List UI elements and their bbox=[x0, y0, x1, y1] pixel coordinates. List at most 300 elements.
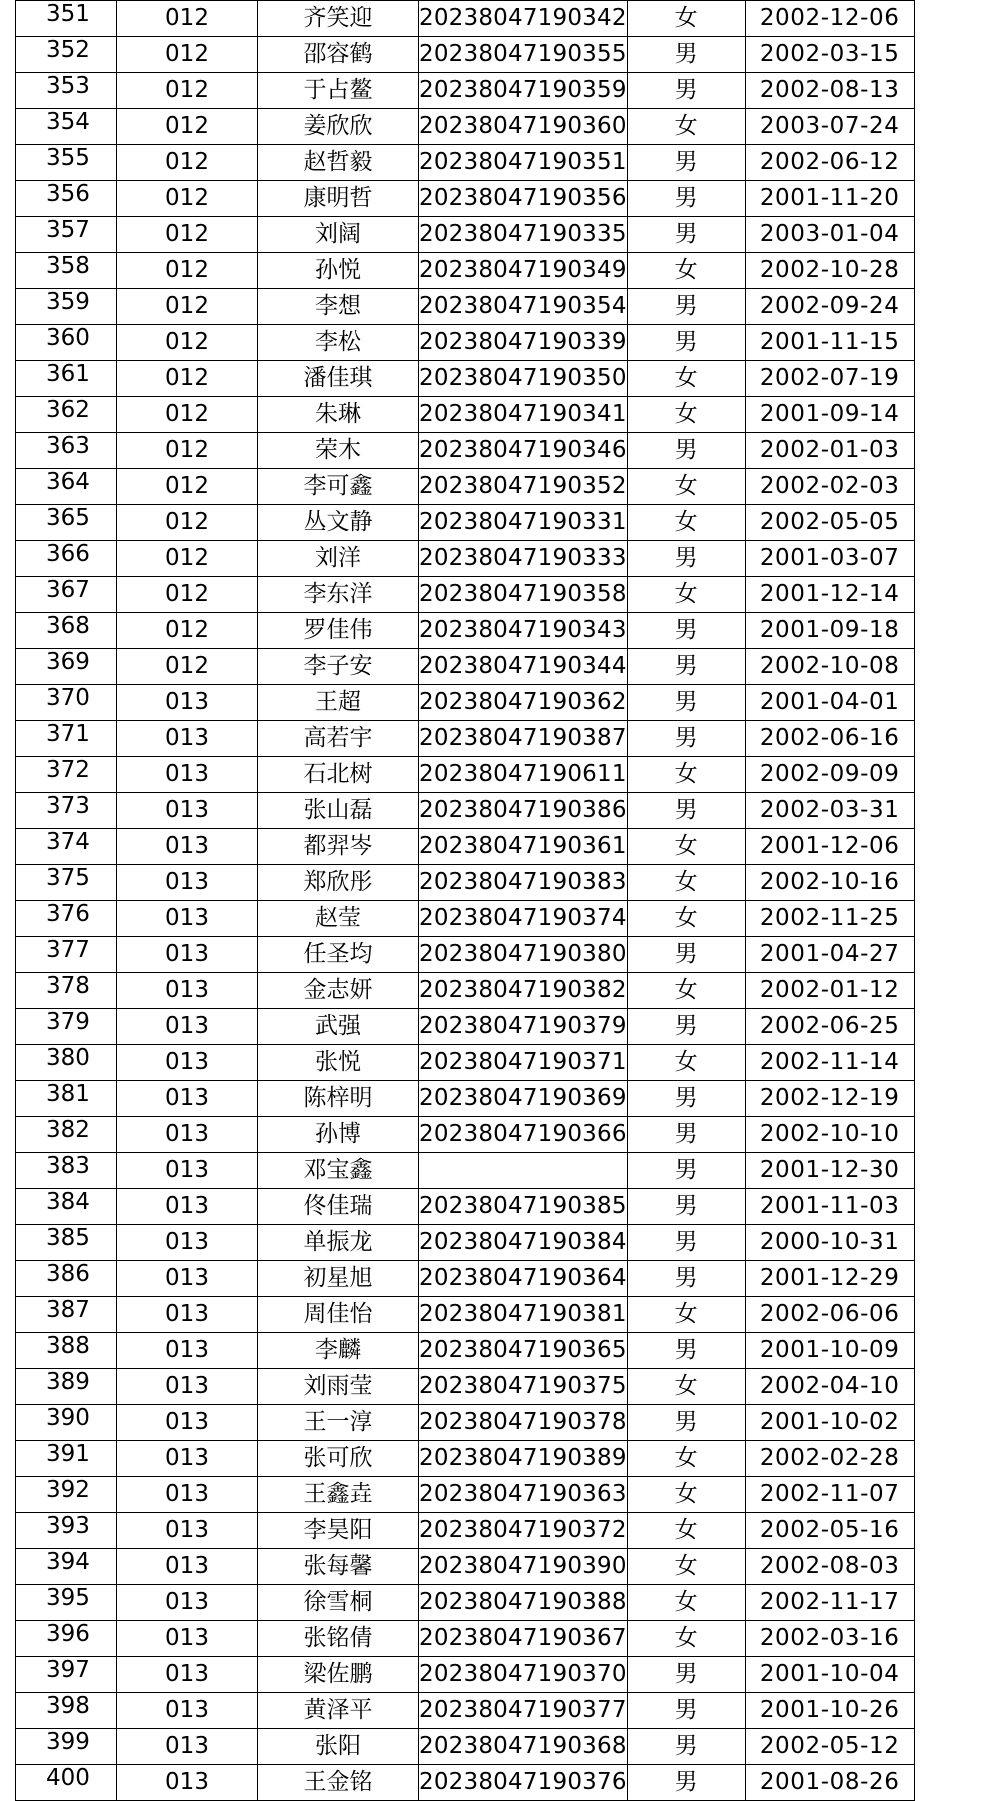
table-row bbox=[16, 505, 915, 541]
student-id-cell: 20238047190361 bbox=[419, 829, 628, 865]
student-id-cell: 20238047190371 bbox=[419, 1045, 628, 1081]
row-number-cell: 372 bbox=[16, 757, 117, 793]
table-row bbox=[16, 1765, 915, 1801]
birth-date-cell: 2002-06-12 bbox=[745, 145, 914, 181]
student-id-cell: 20238047190359 bbox=[419, 73, 628, 109]
class-code-cell: 013 bbox=[117, 1045, 258, 1081]
class-code-cell: 013 bbox=[117, 1153, 258, 1189]
row-number-cell: 364 bbox=[16, 469, 117, 505]
gender-cell: 男 bbox=[627, 181, 745, 217]
gender-cell: 男 bbox=[627, 73, 745, 109]
student-name-cell: 都羿岑 bbox=[258, 829, 419, 865]
gender-cell: 男 bbox=[627, 145, 745, 181]
student-id-cell: 20238047190342 bbox=[419, 1, 628, 37]
student-name-cell: 郑欣彤 bbox=[258, 865, 419, 901]
student-id-cell: 20238047190370 bbox=[419, 1657, 628, 1693]
birth-date-cell: 2001-08-26 bbox=[745, 1765, 914, 1801]
class-code-cell: 012 bbox=[117, 361, 258, 397]
birth-date-cell: 2001-10-02 bbox=[745, 1405, 914, 1441]
class-code-cell: 013 bbox=[117, 1621, 258, 1657]
birth-date-cell: 2002-10-28 bbox=[745, 253, 914, 289]
birth-date-cell: 2002-08-03 bbox=[745, 1549, 914, 1585]
row-number-cell: 390 bbox=[16, 1405, 117, 1441]
table-row bbox=[16, 325, 915, 361]
birth-date-cell: 2002-06-16 bbox=[745, 721, 914, 757]
table-row bbox=[16, 577, 915, 613]
student-name-cell: 陈梓明 bbox=[258, 1081, 419, 1117]
birth-date-cell: 2001-09-18 bbox=[745, 613, 914, 649]
student-id-cell: 20238047190377 bbox=[419, 1693, 628, 1729]
birth-date-cell: 2002-03-16 bbox=[745, 1621, 914, 1657]
student-id-cell: 20238047190331 bbox=[419, 505, 628, 541]
student-name-cell: 王超 bbox=[258, 685, 419, 721]
table-row bbox=[16, 1405, 915, 1441]
birth-date-cell: 2001-10-04 bbox=[745, 1657, 914, 1693]
gender-cell: 女 bbox=[627, 505, 745, 541]
student-name-cell: 孙博 bbox=[258, 1117, 419, 1153]
gender-cell: 男 bbox=[627, 433, 745, 469]
class-code-cell: 013 bbox=[117, 685, 258, 721]
birth-date-cell: 2001-10-26 bbox=[745, 1693, 914, 1729]
table-row bbox=[16, 1621, 915, 1657]
birth-date-cell: 2001-11-03 bbox=[745, 1189, 914, 1225]
row-number-cell: 361 bbox=[16, 361, 117, 397]
student-id-cell: 20238047190390 bbox=[419, 1549, 628, 1585]
student-id-cell: 20238047190376 bbox=[419, 1765, 628, 1801]
table-row bbox=[16, 1, 915, 37]
row-number-cell: 373 bbox=[16, 793, 117, 829]
class-code-cell: 012 bbox=[117, 145, 258, 181]
table-row bbox=[16, 253, 915, 289]
gender-cell: 女 bbox=[627, 577, 745, 613]
table-row bbox=[16, 1153, 915, 1189]
row-number-cell: 377 bbox=[16, 937, 117, 973]
student-name-cell: 单振龙 bbox=[258, 1225, 419, 1261]
student-name-cell: 赵莹 bbox=[258, 901, 419, 937]
student-id-cell: 20238047190386 bbox=[419, 793, 628, 829]
student-id-cell: 20238047190379 bbox=[419, 1009, 628, 1045]
gender-cell: 男 bbox=[627, 685, 745, 721]
student-id-cell: 20238047190333 bbox=[419, 541, 628, 577]
class-code-cell: 013 bbox=[117, 1657, 258, 1693]
gender-cell: 男 bbox=[627, 649, 745, 685]
class-code-cell: 013 bbox=[117, 1585, 258, 1621]
row-number-cell: 355 bbox=[16, 145, 117, 181]
row-number-cell: 367 bbox=[16, 577, 117, 613]
student-name-cell: 高若宇 bbox=[258, 721, 419, 757]
student-name-cell: 李松 bbox=[258, 325, 419, 361]
table-row bbox=[16, 1009, 915, 1045]
table-row bbox=[16, 433, 915, 469]
row-number-cell: 371 bbox=[16, 721, 117, 757]
student-name-cell: 张阳 bbox=[258, 1729, 419, 1765]
row-number-cell: 381 bbox=[16, 1081, 117, 1117]
student-id-cell: 20238047190343 bbox=[419, 613, 628, 649]
student-name-cell: 张每馨 bbox=[258, 1549, 419, 1585]
table-row bbox=[16, 1261, 915, 1297]
gender-cell: 女 bbox=[627, 757, 745, 793]
class-code-cell: 013 bbox=[117, 793, 258, 829]
student-id-cell: 20238047190378 bbox=[419, 1405, 628, 1441]
class-code-cell: 013 bbox=[117, 865, 258, 901]
student-id-cell: 20238047190351 bbox=[419, 145, 628, 181]
class-code-cell: 013 bbox=[117, 1261, 258, 1297]
class-code-cell: 012 bbox=[117, 181, 258, 217]
row-number-cell: 358 bbox=[16, 253, 117, 289]
birth-date-cell: 2002-10-10 bbox=[745, 1117, 914, 1153]
gender-cell: 男 bbox=[627, 721, 745, 757]
class-code-cell: 012 bbox=[117, 649, 258, 685]
birth-date-cell: 2002-07-19 bbox=[745, 361, 914, 397]
birth-date-cell: 2002-02-28 bbox=[745, 1441, 914, 1477]
row-number-cell: 385 bbox=[16, 1225, 117, 1261]
student-id-cell: 20238047190369 bbox=[419, 1081, 628, 1117]
gender-cell: 男 bbox=[627, 613, 745, 649]
student-name-cell: 刘阔 bbox=[258, 217, 419, 253]
gender-cell: 女 bbox=[627, 1369, 745, 1405]
student-id-cell: 20238047190356 bbox=[419, 181, 628, 217]
student-name-cell: 邵容鹤 bbox=[258, 37, 419, 73]
birth-date-cell: 2002-08-13 bbox=[745, 73, 914, 109]
table-row bbox=[16, 145, 915, 181]
row-number-cell: 387 bbox=[16, 1297, 117, 1333]
class-code-cell: 012 bbox=[117, 325, 258, 361]
row-number-cell: 351 bbox=[16, 1, 117, 37]
student-name-cell: 荣木 bbox=[258, 433, 419, 469]
gender-cell: 女 bbox=[627, 361, 745, 397]
student-name-cell: 李麟 bbox=[258, 1333, 419, 1369]
row-number-cell: 360 bbox=[16, 325, 117, 361]
class-code-cell: 012 bbox=[117, 73, 258, 109]
gender-cell: 男 bbox=[627, 1153, 745, 1189]
gender-cell: 男 bbox=[627, 1261, 745, 1297]
table-row bbox=[16, 1477, 915, 1513]
class-code-cell: 013 bbox=[117, 1009, 258, 1045]
table-row bbox=[16, 1549, 915, 1585]
student-id-cell bbox=[419, 1153, 628, 1189]
gender-cell: 女 bbox=[627, 109, 745, 145]
student-id-cell: 20238047190611 bbox=[419, 757, 628, 793]
birth-date-cell: 2001-12-29 bbox=[745, 1261, 914, 1297]
row-number-cell: 359 bbox=[16, 289, 117, 325]
row-number-cell: 393 bbox=[16, 1513, 117, 1549]
class-code-cell: 013 bbox=[117, 1117, 258, 1153]
birth-date-cell: 2002-11-25 bbox=[745, 901, 914, 937]
class-code-cell: 013 bbox=[117, 1729, 258, 1765]
birth-date-cell: 2001-12-14 bbox=[745, 577, 914, 613]
birth-date-cell: 2002-11-17 bbox=[745, 1585, 914, 1621]
student-id-cell: 20238047190341 bbox=[419, 397, 628, 433]
student-id-cell: 20238047190382 bbox=[419, 973, 628, 1009]
class-code-cell: 013 bbox=[117, 973, 258, 1009]
row-number-cell: 366 bbox=[16, 541, 117, 577]
student-id-cell: 20238047190346 bbox=[419, 433, 628, 469]
student-name-cell: 康明哲 bbox=[258, 181, 419, 217]
row-number-cell: 380 bbox=[16, 1045, 117, 1081]
table-row bbox=[16, 973, 915, 1009]
student-id-cell: 20238047190366 bbox=[419, 1117, 628, 1153]
birth-date-cell: 2002-04-10 bbox=[745, 1369, 914, 1405]
student-id-cell: 20238047190368 bbox=[419, 1729, 628, 1765]
row-number-cell: 354 bbox=[16, 109, 117, 145]
row-number-cell: 394 bbox=[16, 1549, 117, 1585]
student-id-cell: 20238047190365 bbox=[419, 1333, 628, 1369]
student-name-cell: 梁佐鹏 bbox=[258, 1657, 419, 1693]
class-code-cell: 012 bbox=[117, 217, 258, 253]
student-id-cell: 20238047190375 bbox=[419, 1369, 628, 1405]
student-id-cell: 20238047190354 bbox=[419, 289, 628, 325]
table-row bbox=[16, 37, 915, 73]
class-code-cell: 013 bbox=[117, 721, 258, 757]
row-number-cell: 384 bbox=[16, 1189, 117, 1225]
row-number-cell: 388 bbox=[16, 1333, 117, 1369]
row-number-cell: 363 bbox=[16, 433, 117, 469]
table-row bbox=[16, 1117, 915, 1153]
student-name-cell: 张悦 bbox=[258, 1045, 419, 1081]
student-id-cell: 20238047190358 bbox=[419, 577, 628, 613]
birth-date-cell: 2001-03-07 bbox=[745, 541, 914, 577]
birth-date-cell: 2001-11-15 bbox=[745, 325, 914, 361]
row-number-cell: 369 bbox=[16, 649, 117, 685]
student-id-cell: 20238047190362 bbox=[419, 685, 628, 721]
gender-cell: 女 bbox=[627, 1477, 745, 1513]
class-code-cell: 012 bbox=[117, 541, 258, 577]
class-code-cell: 013 bbox=[117, 901, 258, 937]
class-code-cell: 013 bbox=[117, 937, 258, 973]
class-code-cell: 012 bbox=[117, 433, 258, 469]
class-code-cell: 013 bbox=[117, 1405, 258, 1441]
gender-cell: 女 bbox=[627, 1045, 745, 1081]
gender-cell: 女 bbox=[627, 1297, 745, 1333]
row-number-cell: 389 bbox=[16, 1369, 117, 1405]
birth-date-cell: 2001-11-20 bbox=[745, 181, 914, 217]
student-name-cell: 黄泽平 bbox=[258, 1693, 419, 1729]
gender-cell: 男 bbox=[627, 325, 745, 361]
gender-cell: 女 bbox=[627, 253, 745, 289]
student-name-cell: 王鑫垚 bbox=[258, 1477, 419, 1513]
row-number-cell: 357 bbox=[16, 217, 117, 253]
gender-cell: 女 bbox=[627, 1549, 745, 1585]
table-row bbox=[16, 1045, 915, 1081]
birth-date-cell: 2002-11-07 bbox=[745, 1477, 914, 1513]
row-number-cell: 365 bbox=[16, 505, 117, 541]
student-id-cell: 20238047190350 bbox=[419, 361, 628, 397]
birth-date-cell: 2002-03-31 bbox=[745, 793, 914, 829]
row-number-cell: 352 bbox=[16, 37, 117, 73]
student-id-cell: 20238047190360 bbox=[419, 109, 628, 145]
birth-date-cell: 2002-05-16 bbox=[745, 1513, 914, 1549]
table-row bbox=[16, 1693, 915, 1729]
student-id-cell: 20238047190384 bbox=[419, 1225, 628, 1261]
table-row bbox=[16, 1585, 915, 1621]
birth-date-cell: 2001-09-14 bbox=[745, 397, 914, 433]
birth-date-cell: 2002-12-06 bbox=[745, 1, 914, 37]
birth-date-cell: 2002-06-25 bbox=[745, 1009, 914, 1045]
student-name-cell: 邓宝鑫 bbox=[258, 1153, 419, 1189]
class-code-cell: 013 bbox=[117, 1189, 258, 1225]
table-row bbox=[16, 1081, 915, 1117]
table-row bbox=[16, 793, 915, 829]
gender-cell: 男 bbox=[627, 1333, 745, 1369]
student-id-cell: 20238047190385 bbox=[419, 1189, 628, 1225]
birth-date-cell: 2002-10-08 bbox=[745, 649, 914, 685]
gender-cell: 女 bbox=[627, 1621, 745, 1657]
table-row bbox=[16, 829, 915, 865]
class-code-cell: 013 bbox=[117, 1765, 258, 1801]
row-number-cell: 392 bbox=[16, 1477, 117, 1513]
class-code-cell: 013 bbox=[117, 1225, 258, 1261]
student-name-cell: 姜欣欣 bbox=[258, 109, 419, 145]
row-number-cell: 382 bbox=[16, 1117, 117, 1153]
row-number-cell: 397 bbox=[16, 1657, 117, 1693]
row-number-cell: 375 bbox=[16, 865, 117, 901]
table-row bbox=[16, 757, 915, 793]
student-name-cell: 初星旭 bbox=[258, 1261, 419, 1297]
class-code-cell: 012 bbox=[117, 577, 258, 613]
table-row bbox=[16, 109, 915, 145]
class-code-cell: 013 bbox=[117, 1081, 258, 1117]
row-number-cell: 383 bbox=[16, 1153, 117, 1189]
student-name-cell: 李可鑫 bbox=[258, 469, 419, 505]
student-name-cell: 刘雨莹 bbox=[258, 1369, 419, 1405]
birth-date-cell: 2002-02-03 bbox=[745, 469, 914, 505]
birth-date-cell: 2002-01-12 bbox=[745, 973, 914, 1009]
student-name-cell: 石北树 bbox=[258, 757, 419, 793]
student-name-cell: 徐雪桐 bbox=[258, 1585, 419, 1621]
table-row bbox=[16, 721, 915, 757]
row-number-cell: 391 bbox=[16, 1441, 117, 1477]
birth-date-cell: 2003-01-04 bbox=[745, 217, 914, 253]
gender-cell: 女 bbox=[627, 1513, 745, 1549]
student-name-cell: 丛文静 bbox=[258, 505, 419, 541]
gender-cell: 女 bbox=[627, 1585, 745, 1621]
table-row bbox=[16, 397, 915, 433]
gender-cell: 女 bbox=[627, 865, 745, 901]
row-number-cell: 379 bbox=[16, 1009, 117, 1045]
class-code-cell: 012 bbox=[117, 253, 258, 289]
birth-date-cell: 2000-10-31 bbox=[745, 1225, 914, 1261]
row-number-cell: 398 bbox=[16, 1693, 117, 1729]
row-number-cell: 400 bbox=[16, 1765, 117, 1801]
table-row bbox=[16, 289, 915, 325]
student-id-cell: 20238047190364 bbox=[419, 1261, 628, 1297]
table-row bbox=[16, 685, 915, 721]
class-code-cell: 012 bbox=[117, 109, 258, 145]
student-name-cell: 潘佳琪 bbox=[258, 361, 419, 397]
student-name-cell: 张山磊 bbox=[258, 793, 419, 829]
table-row bbox=[16, 217, 915, 253]
row-number-cell: 368 bbox=[16, 613, 117, 649]
gender-cell: 男 bbox=[627, 1693, 745, 1729]
gender-cell: 男 bbox=[627, 541, 745, 577]
class-code-cell: 012 bbox=[117, 505, 258, 541]
gender-cell: 女 bbox=[627, 1441, 745, 1477]
birth-date-cell: 2003-07-24 bbox=[745, 109, 914, 145]
gender-cell: 男 bbox=[627, 1009, 745, 1045]
table-row bbox=[16, 1369, 915, 1405]
class-code-cell: 012 bbox=[117, 397, 258, 433]
birth-date-cell: 2001-12-30 bbox=[745, 1153, 914, 1189]
row-number-cell: 386 bbox=[16, 1261, 117, 1297]
class-code-cell: 013 bbox=[117, 1513, 258, 1549]
student-id-cell: 20238047190388 bbox=[419, 1585, 628, 1621]
row-number-cell: 356 bbox=[16, 181, 117, 217]
gender-cell: 男 bbox=[627, 1189, 745, 1225]
student-name-cell: 李东洋 bbox=[258, 577, 419, 613]
row-number-cell: 370 bbox=[16, 685, 117, 721]
student-name-cell: 张铭倩 bbox=[258, 1621, 419, 1657]
birth-date-cell: 2001-04-01 bbox=[745, 685, 914, 721]
student-id-cell: 20238047190363 bbox=[419, 1477, 628, 1513]
class-code-cell: 013 bbox=[117, 1333, 258, 1369]
student-name-cell: 金志妍 bbox=[258, 973, 419, 1009]
student-name-cell: 周佳怡 bbox=[258, 1297, 419, 1333]
student-id-cell: 20238047190355 bbox=[419, 37, 628, 73]
gender-cell: 女 bbox=[627, 829, 745, 865]
birth-date-cell: 2002-06-06 bbox=[745, 1297, 914, 1333]
table-row bbox=[16, 901, 915, 937]
gender-cell: 男 bbox=[627, 1657, 745, 1693]
table-row bbox=[16, 937, 915, 973]
student-name-cell: 王金铭 bbox=[258, 1765, 419, 1801]
student-id-cell: 20238047190389 bbox=[419, 1441, 628, 1477]
class-code-cell: 013 bbox=[117, 1369, 258, 1405]
student-id-cell: 20238047190335 bbox=[419, 217, 628, 253]
row-number-cell: 362 bbox=[16, 397, 117, 433]
student-name-cell: 武强 bbox=[258, 1009, 419, 1045]
student-name-cell: 任圣均 bbox=[258, 937, 419, 973]
gender-cell: 男 bbox=[627, 289, 745, 325]
table-body bbox=[16, 1, 915, 1801]
gender-cell: 男 bbox=[627, 217, 745, 253]
class-code-cell: 012 bbox=[117, 613, 258, 649]
student-id-cell: 20238047190372 bbox=[419, 1513, 628, 1549]
row-number-cell: 395 bbox=[16, 1585, 117, 1621]
table-row bbox=[16, 73, 915, 109]
class-code-cell: 012 bbox=[117, 289, 258, 325]
birth-date-cell: 2001-04-27 bbox=[745, 937, 914, 973]
birth-date-cell: 2002-03-15 bbox=[745, 37, 914, 73]
class-code-cell: 012 bbox=[117, 37, 258, 73]
student-name-cell: 张可欣 bbox=[258, 1441, 419, 1477]
row-number-cell: 376 bbox=[16, 901, 117, 937]
gender-cell: 女 bbox=[627, 901, 745, 937]
class-code-cell: 013 bbox=[117, 757, 258, 793]
class-code-cell: 013 bbox=[117, 829, 258, 865]
student-name-cell: 李子安 bbox=[258, 649, 419, 685]
student-id-cell: 20238047190352 bbox=[419, 469, 628, 505]
class-code-cell: 013 bbox=[117, 1441, 258, 1477]
student-name-cell: 齐笑迎 bbox=[258, 1, 419, 37]
birth-date-cell: 2002-12-19 bbox=[745, 1081, 914, 1117]
table-row bbox=[16, 1297, 915, 1333]
student-id-cell: 20238047190367 bbox=[419, 1621, 628, 1657]
birth-date-cell: 2002-05-05 bbox=[745, 505, 914, 541]
class-code-cell: 012 bbox=[117, 1, 258, 37]
birth-date-cell: 2002-01-03 bbox=[745, 433, 914, 469]
birth-date-cell: 2001-10-09 bbox=[745, 1333, 914, 1369]
student-id-cell: 20238047190383 bbox=[419, 865, 628, 901]
student-name-cell: 刘洋 bbox=[258, 541, 419, 577]
class-code-cell: 013 bbox=[117, 1549, 258, 1585]
table-row bbox=[16, 181, 915, 217]
class-code-cell: 012 bbox=[117, 469, 258, 505]
gender-cell: 女 bbox=[627, 397, 745, 433]
birth-date-cell: 2002-09-09 bbox=[745, 757, 914, 793]
student-name-cell: 王一淳 bbox=[258, 1405, 419, 1441]
row-number-cell: 378 bbox=[16, 973, 117, 1009]
table-row bbox=[16, 613, 915, 649]
